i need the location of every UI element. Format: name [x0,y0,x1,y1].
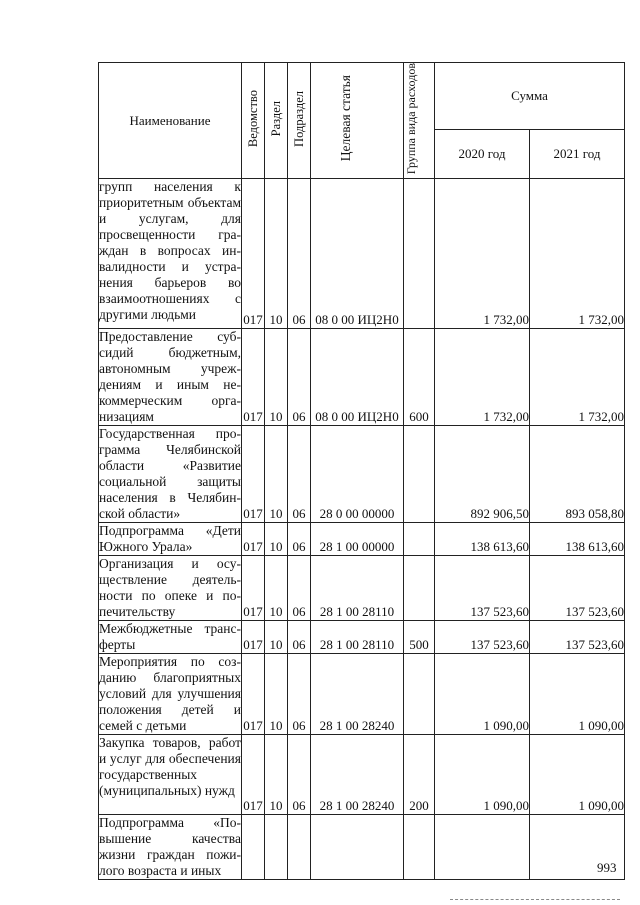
header-sum: Сумма [435,63,625,130]
row-section: 10 [265,329,288,426]
table-body [99,179,625,880]
row-name: Мероприятия по созданию благоприятных условий для улучшения положения детей и семей с детьми [99,654,241,734]
row-amount-2020: 1 732,00 [435,179,530,329]
header-name: Наименование [99,63,242,179]
row-target-article: 28 1 00 28110 [311,621,404,654]
row-section: 10 [265,621,288,654]
row-amount-2021: 1 732,00 [530,179,625,329]
table-row [99,426,625,523]
row-department: 017 [242,654,265,735]
row-section: 10 [265,654,288,735]
row-amount-2020: 137 523,60 [435,621,530,654]
row-amount-2020: 1 090,00 [435,735,530,815]
row-target-article [311,815,404,880]
header-section: Раздел [265,63,288,179]
row-amount-2021: 137 523,60 [530,556,625,621]
row-expense-group [404,179,435,329]
row-department: 017 [242,179,265,329]
table-row [99,654,625,735]
table-row [99,815,625,880]
row-department: 017 [242,735,265,815]
row-amount-2020: 137 523,60 [435,556,530,621]
row-department: 017 [242,426,265,523]
row-amount-2020: 138 613,60 [435,523,530,556]
header-year-2021: 2021 год [530,129,625,178]
header-target-article: Целевая статья [311,63,404,179]
row-expense-group [404,556,435,621]
row-department: 017 [242,621,265,654]
header-expense-group: Группа вида расходов [404,63,435,179]
page-number: 993 [597,860,617,875]
budget-table [98,62,625,880]
table-row [99,523,625,556]
header-department: Ведомство [242,63,265,179]
row-amount-2020 [435,815,530,880]
row-target-article: 08 0 00 ИЦ2Н0 [311,179,404,329]
row-name: групп населения к приоритетным объектам и услугам, для просвещенности граждан в вопросах инвалидности и устранения барьеров во взаимоотношениях с другими людьми [99,179,242,329]
row-expense-group [404,426,435,523]
row-target-article: 28 1 00 28110 [311,556,404,621]
row-amount-2020: 892 906,50 [435,426,530,523]
row-target-article: 08 0 00 ИЦ2Н0 [311,329,404,426]
row-expense-group [404,815,435,880]
header-year-2020: 2020 год [435,129,530,178]
table-row [99,735,625,815]
row-name: Государственная программа Челябинской области «Развитие социальной защиты населения в Челябинской области» [99,426,241,522]
row-subsection: 06 [288,621,311,654]
header-subsection: Подраздел [288,63,311,179]
row-section: 10 [265,735,288,815]
row-amount-2021: 893 058,80 [530,426,625,523]
row-name: Закупка товаров, работ и услуг для обеспечения государственных (муниципальных) нужд [99,735,242,815]
row-name: Предоставление субсидий бюджетным, автономным учреждениям и иным некоммерческим организациям [99,329,241,425]
row-name: Подпрограмма «Повышение качества жизни граждан пожилого возраста и иных [99,815,241,879]
row-department: 017 [242,329,265,426]
row-department [242,815,265,880]
row-expense-group [404,523,435,556]
row-section: 10 [265,556,288,621]
row-section: 10 [265,426,288,523]
row-target-article: 28 0 00 00000 [311,426,404,523]
row-department: 017 [242,556,265,621]
row-subsection: 06 [288,179,311,329]
row-amount-2021: 1 090,00 [530,654,625,735]
row-name: Подпрограмма «Дети Южного Урала» [99,523,241,555]
table-row [99,621,625,654]
table-row [99,179,625,329]
row-amount-2020: 1 732,00 [435,329,530,426]
row-amount-2020: 1 090,00 [435,654,530,735]
row-expense-group: 500 [404,621,435,654]
row-expense-group: 200 [404,735,435,815]
row-amount-2021: 1 732,00 [530,329,625,426]
row-target-article: 28 1 00 28240 [311,735,404,815]
row-amount-2021: 137 523,60 [530,621,625,654]
row-subsection [288,815,311,880]
row-section: 10 [265,523,288,556]
row-subsection: 06 [288,556,311,621]
footer-line [450,899,620,900]
row-amount-2021: 1 090,00 [530,735,625,815]
row-subsection: 06 [288,654,311,735]
row-subsection: 06 [288,735,311,815]
row-subsection: 06 [288,329,311,426]
row-section [265,815,288,880]
row-name: Организация и осуществление деятельности по опеке и попечительству [99,556,241,620]
row-target-article: 28 1 00 28240 [311,654,404,735]
row-department: 017 [242,523,265,556]
table-row [99,556,625,621]
row-target-article: 28 1 00 00000 [311,523,404,556]
row-amount-2021: 138 613,60 [530,523,625,556]
row-expense-group [404,654,435,735]
table-row [99,329,625,426]
row-expense-group: 600 [404,329,435,426]
row-name: Межбюджетные трансферты [99,621,241,653]
row-subsection: 06 [288,523,311,556]
row-section: 10 [265,179,288,329]
row-subsection: 06 [288,426,311,523]
